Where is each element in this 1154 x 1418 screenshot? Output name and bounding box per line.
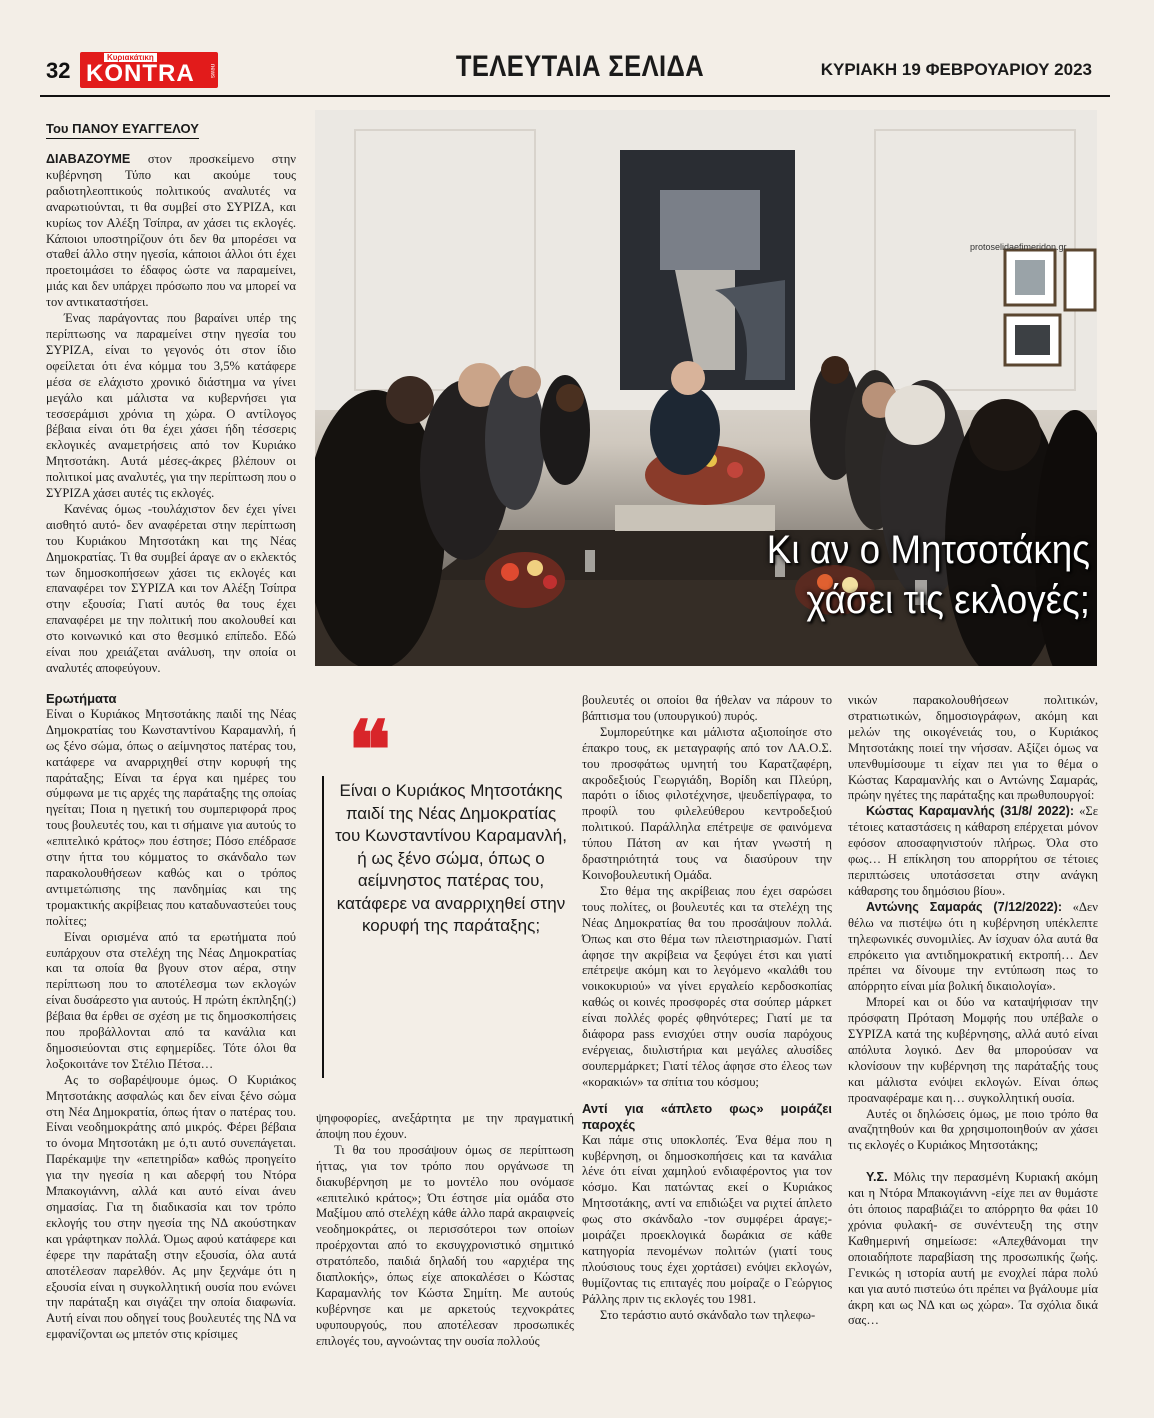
article-column-4: [848, 693, 1098, 1329]
pull-quote: Είναι ο Κυριάκος Μητσοτάκης παιδί της Νέας Δημοκρατίας του Κωνσταντίνου Καραμανλή, ή ως ξένο σώμα, όπως ο αείμνηστος πατέρας του, κατάφερε να αναρριχηθεί στην κορυφή της παράταξης;: [335, 781, 567, 935]
paragraph: Ένας παράγοντας που βαραίνει υπέρ της περίπτωσης να παραμείνει στην ηγεσία του ΣΥΡΙΖΑ, είναι το γεγονός ότι στον ίδιο οφείλεται ότι ένα κόμμα του 3,5% κατάφερε μέσα σε ελάχιστο χρονικό διάστημα να γίνει μεγάλο και μάλιστα να κυβερνήσει για τεσσεράμισι χρόνια τη χώρα. Ο αντίλογος βέβαια είναι ότι θα έχει χάσει ήδη τέσσερις εκλογικές αναμετρήσεις από τον Κυριάκο Μητσοτάκη. Αυτά μέσες-άκρες βλέπουν οι πολιτικοί μας αναλυτές, για την περίπτωση που ο ΣΥΡΙΖΑ χάσει αυτές τις εκλογές.: [46, 311, 296, 501]
paragraph: Μπορεί και οι δύο να καταψήφισαν την πρόσφατη Πρόταση Μομφής που υπέβαλε ο ΣΥΡΙΖΑ κατά της κυβέρνησης, αλλά αυτό είναι απόλυτα λογικό. Δεν θα μπορούσαν να κλονίσουν την κυβέρνηση της παράταξής τους και μάλιστα ενόψει εκλογών. Είναι όπως προαναφέραμε και η… συγκολλητική ουσία.: [848, 995, 1098, 1105]
paragraph: Τι θα του προσάψουν όμως σε περίπτωση ήττας, για τον τρόπο που οργάνωσε τη διακυβέρνηση με το μοντέλο που ονόμασε «επιτελικό κράτος»; Ότι έστησε μία ομάδα στο Μαξίμου από στελέχη κάθε άλλο παρά ακραιφνείς νεοδημοκράτες, οι περισσότεροι των οποίων προέρχονται από το εκσυγχρονιστικό σημιτικό στρατόπεδο, παιδιά δηλαδή του «αρχιέρα της διαπλοκής», όπως είχε αποκαλέσει ο Κώστας Καραμανλής τον Κώστα Σημίτη. Με αυτούς κυβέρνησε και με αρκετούς τεχνοκράτες υφυπουργούς, που αποτέλεσαν προσωπικές επιλογές του, αγνοώντας την ουσία πολλούς: [316, 1142, 574, 1348]
quote-mark-icon: ❝: [348, 708, 392, 796]
postscript: Υ.Σ. Μόλις την περασμένη Κυριακή ακόμη και η Ντόρα Μπακογιάννη -είχε πει αν θυμάστε ότι όποιος παραβιάζει το απόρρητο θα φάει 10 χρόνια φυλακή- σε συνέντευξη της στην Καθημερινή σημείωσε: «Απεχθάνομαι την οποιαδήποτε παραβίαση της προσωπικής ζωής. Γενικώς η ιστορία αυτή με ενοχλεί πάρα πολύ και για αυτό πιστεύω ότι πρέπει να βγάλουμε μία άκρη και ως ΝΔ και ως χώρα». Τα σχόλια δικά σας…: [848, 1170, 1098, 1328]
article-column-3: [582, 693, 832, 1324]
paragraph: Είναι ο Κυριάκος Μητσοτάκης παιδί της Νέας Δημοκρατίας του Κωνσταντίνου Καραμανλή, ή ως ξένο σώμα, όπως ο αείμνηστος πατέρας του, κατάφερε να αναρριχηθεί στην κορυφή της παράταξης; Είναι τα έργα και ημέρες του σύμφωνα με τις αρχές της παράταξης της οποίας ηγείται; Ποια η ηγετική του συμπεριφορά προς τους βουλευτές του, και τι σήμαινε για αυτούς το «επιτελικό κράτος» που έστησε; Πόσο επέδρασε στην ήττα του κόμματος το σκάνδαλο των παρακολουθήσεων καθώς και ο τρόπος αντιμετώπισης της πανδημίας και της τρομακτικής ακρίβειας που καταδυναστεύει τους πολίτες;: [46, 706, 296, 928]
paragraph: Στο τεράστιο αυτό σκάνδαλο των τηλεφω-: [600, 1307, 816, 1322]
logo-subtitle: Κυριακάτικη: [104, 53, 157, 62]
quote-speaker: Κώστας Καραμανλής (31/8/ 2022):: [866, 804, 1075, 819]
paragraph: ΔΙΑΒΑΖΟΥΜΕ στον προσκείμενο στην κυβέρνηση Τύπο και ακούμε τους ραδιοτηλεοπτικούς πολιτικούς αναλυτές να αναρωτιούνται, τι θα συμβεί στο ΣΥΡΙΖΑ, και κυρίως τον Αλέξη Τσίπρα, αν χάσει τις εκλογές. Κάποιοι υποστηρίζουν ότι δεν θα μπορέσει να σταθεί άλλο στην ηγεσία, κάποιοι άλλοι ότι έχει προετοιμάσει το έδαφος ώστε να παραμείνει, μιάς και δεν υπάρχει πρόσωπο που να μπορεί να τον αντικαταστήσει.: [46, 152, 296, 310]
newspaper-logo: [80, 52, 218, 88]
paragraph: νικών παρακολουθήσεων πολιτικών, στρατιωτικών, δημοσιογράφων, ακόμη και μελών της οικογένειάς του, ο Κυριάκος Μητσοτάκης ποιεί την νήσσαν. Αξίζει όμως να υπενθυμίσουμε τι είχαν πει για το θέμα ο Κώστας Καραμανλής και ο Αντώνης Σαμαράς, πρώην ηγέτες της παράταξης και πρωθυπουργοί:: [848, 693, 1098, 803]
quote-paragraph: Κώστας Καραμανλής (31/8/ 2022): «Σε τέτοιες καταστάσεις η κάθαρση επέρχεται μόνον εφόσον αποσαφηνιστούν πλήρως. Όλα στο φως… Η επίκληση του απορρήτου σε τέτοιες περιπτώσεις υποτάσσεται στην ανάγκη κάθαρσης του δημόσιου βίου».: [848, 804, 1098, 898]
logo-tag: news: [209, 64, 215, 79]
logo-wordmark: KONTRA: [86, 60, 195, 87]
lead-word: ΔΙΑΒΑΖΟΥΜΕ: [46, 152, 131, 166]
postscript-label: Υ.Σ.: [866, 1170, 888, 1185]
page-number: 32: [46, 58, 71, 83]
headline-line-2: χάσει τις εκλογές;: [806, 578, 1090, 622]
subheading: Αντί για «άπλετο φως» μοιράζει παροχές: [582, 1100, 832, 1132]
paragraph: Κανένας όμως -τουλάχιστον δεν έχει γίνει αισθητό αυτό- δεν αναφέρεται στην περίπτωση του Κυριάκου Μητσοτάκη και της Νέας Δημοκρατίας. Τι θα συμβεί άραγε αν ο εκλεκτός των δημοσκοπήσεων χάσει τις εκλογές και επαναφέρει τον ΣΥΡΙΖΑ και τον Αλέξη Τσίπρα στην εξουσία; Γιατί αυτός θα τους έχει επαναφέρει με την πολιτική που ακολουθεί και στο κοινωνικό και στο θεσμικό επίπεδο. Εδώ είναι που χρειάζεται ανάλυση, την οποία οι αναλυτές αποφεύγουν.: [46, 501, 296, 675]
paragraph: Συμπορεύτηκε και μάλιστα αξιοποίησε στο έπακρο τους, εκ μεταγραφής από τον ΛΑ.Ο.Σ. του προσφάτως υμνητή του Καρατζαφέρη, ακροδεξιούς Γεωργιάδη, Βορίδη και Πλεύρη, παρότι ο ίδιος φιλοτέχνησε, ψευδεπίγραφα, το προφίλ του φιλελεύθερου κεντροδεξιού πολιτικού. Παράλληλα επέτρεψε σε φαινόμενα τύπου Πάτση αν και ήταν γνωστή η δραστηριότητά τους να διασύρουν την Κοινοβουλευτική Ομάδα.: [582, 724, 832, 882]
header-divider: [40, 95, 1110, 97]
paragraph: Αυτές οι δηλώσεις όμως, με ποιο τρόπο θα αναζητηθούν και θα χρησιμοποιηθούν αν χάσει τις εκλογές ο Κυριάκος Μητσοτάκης;: [848, 1106, 1098, 1153]
paragraph: Και πάμε στις υποκλοπές. Ένα θέμα που η κυβέρνηση, οι δημοσκοπήσεις και τα κανάλια λένε ότι είναι χαμηλού ενδιαφέροντος για τον κόσμο. Και πατώντας εκεί ο Κυριάκος Μητσοτάκης, αντί να επιδιώξει να ριχτεί άπλετο φως στο σκάνδαλο -τον συμφέρει άραγε;- μοιράζει προεκλογικά δωράκια σε κάθε κατηγορία πενομένων πολιτών (γιατί τους πλούσιους τους έχει χορτάσει) ενόψει εκλογών, θυμίζοντας τις επιταγές που μοίραζε ο Γεώργιος Ράλλης πριν τις εκλογές του 1981.: [582, 1132, 832, 1306]
paragraph: Ας το σοβαρέψουμε όμως. Ο Κυριάκος Μητσοτάκης ασφαλώς και δεν είναι ξένο σώμα στη Νέα Δημοκρατία, όπως ήταν ο πατέρας του. Είναι νεοδημοκράτης από μικρός. Φέρει βέβαια το όνομα Μητσοτάκη με ό,τι αυτό συνεπάγεται. Παρέκαμψε την «επετηρίδα» καθώς προηγείτο για την ηγεσία η και αδερφή του Ντόρα Μπακογιάννη, αλλά και αυτό είναι άνευ σημασίας. Για τη διαδικασία και τον τρόπο εκλογής του στην ηγεσία της ΝΔ ακούστηκαν και γράφτηκαν πολλά. Όμως αφού κατάφερε και έφερε την παράταξη στην εξουσία, όλα αυτά αποτέλεσαν παρελθόν. Ας μην ξεχνάμε ότι η εξουσία είναι η συγκολλητική ουσία που ενώνει την παράταξη και σιγάζει την οποία διαφωνία. Αυτή είναι που οδηγεί τους βουλευτές της ΝΔ να εμφανίζονται ως μπετόν στις κρίσιμες: [46, 1072, 296, 1342]
section-title: ΤΕΛΕΥΤΑΙΑ ΣΕΛΙΔΑ: [455, 50, 705, 83]
headline-line-1: Κι αν ο Μητσοτάκης: [766, 528, 1090, 572]
byline: Του ΠΑΝΟΥ ΕΥΑΓΓΕΛΟΥ: [46, 121, 199, 139]
pull-quote-rule: [322, 776, 324, 1078]
quote-speaker: Αντώνης Σαμαράς (7/12/2022):: [866, 899, 1063, 914]
paragraph: Στο θέμα της ακρίβειας που έχει σαρώσει τους πολίτες, οι βουλευτές και τα στελέχη της Νέας Δημοκρατίας θα του προσάψουν πολλά. Όπως και στο θέμα των πλειστηριασμών. Γιατί άφησε την ακρίβεια να ξεφύγει έτσι και γιατί επέτρεψε ακόμη και το λεγόμενο «καλάθι του νοικοκυριού» να γίνει εργαλείο κερδοσκοπίας καθώς οι κοινές προσφορές στα σούπερ μάρκετ είναι πολλές φορές φθηνότερες; Γιατί με τα διάφορα pass ενισχύει στην ουσία παρόχους ενέργειας, διυλιστήρια και μεγάλες αλυσίδες σουπερμάρκετ; Γιατί τέλος άφησε στο έλεος των «κορακιών» τα σπίτια του κόσμου;: [582, 883, 832, 1089]
issue-date: ΚΥΡΙΑΚΗ 19 ΦΕΒΡΟΥΑΡΙΟΥ 2023: [820, 60, 1092, 79]
paragraph: Είναι ορισμένα από τα ερωτήματα πού ευπάρχουν στα στελέχη της Νέας Δημοκρατίας και τα οποία θα βγουν στον αέρα, στην περίπτωση που το αποτέλεσμα των εκλογών είναι δυσάρεστο για αυτούς. Η πρώτη έκπληξη(;) βέβαια θα έρθει σε σχέση με τις δημοσκοπήσεις που προβάλλονται από τα κανάλια και δημοσιεύονται στις εφημερίδες. Τότε όλοι θα λοξοκοιτάνε τον Στέλιο Πέτσα…: [46, 929, 296, 1071]
subheading: Ερωτήματα: [46, 690, 117, 706]
paragraph: ψηφοφορίες, ανεξάρτητα με την πραγματική άποψη που έχουν.: [316, 1111, 574, 1141]
article-column-2: [316, 1111, 574, 1350]
quote-paragraph: Αντώνης Σαμαράς (7/12/2022): «Δεν θέλω να πιστέψω ότι η κυβέρνηση υπέκλεπτε τηλεφωνικές συνομιλίες. Αν ίσχυαν όλα αυτά θα επρόκειτο για αντιδημοκρατική εκτροπή… Δεν πρέπει να δίνουμε την εντύπωση πως το απόρρητο είναι μία βολική δικαιολογία».: [848, 899, 1098, 994]
headline: [639, 525, 1090, 625]
source-watermark: protoselidaefimeridon.gr: [970, 242, 1067, 252]
paragraph: βουλευτές οι οποίοι θα ήθελαν να πάρουν το βάπτισμα του (υπουργικού) πυρός.: [582, 693, 832, 723]
article-column-1: [46, 152, 296, 1343]
